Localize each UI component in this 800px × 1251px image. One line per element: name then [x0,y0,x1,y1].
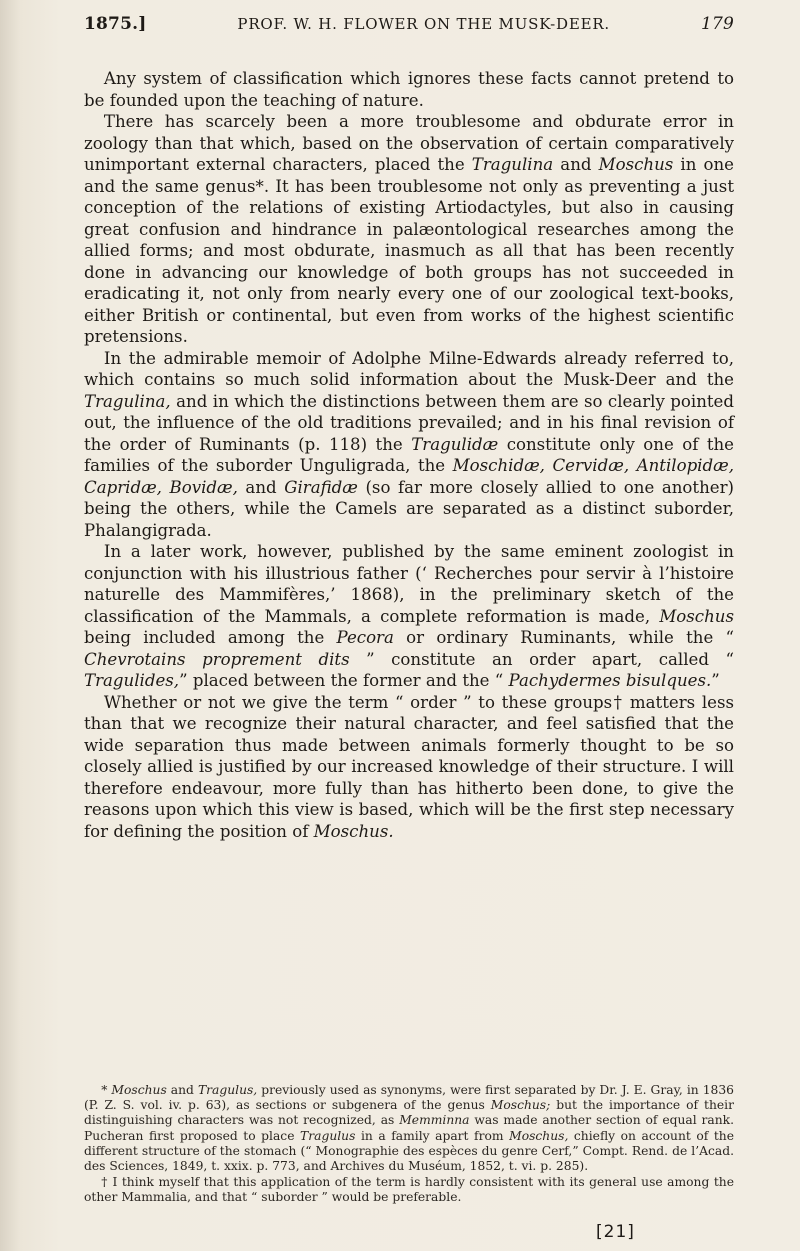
signature-mark: [21] [596,1222,635,1242]
header-year: 1875.] [84,14,147,34]
paragraph-3: In the admirable memoir of Adolphe Milne-Edwards already referred to, which contains so much solid information about the Musk-Deer and the Tragulina, and in which the distinctions between them are so clearly pointed out, the influence of the old traditions prevailed; and in his final revision of the order of Ruminants (p. 118) the Tragulidæ constitute only one of the families of the suborder Unguligrada, the Moschidæ, Cervidæ, Antilopidæ, Capridæ, Bovidæ, and Girafidæ (so far more closely allied to one another) being the others, while the Camels are separated as a distinct suborder, Phalangigrada. [84,348,734,540]
body-text [84,68,734,842]
running-header [84,14,734,34]
footnotes [84,1083,734,1207]
footnote-1: * Moschus and Tragulus, previously used as synonyms, were first separated by Dr. J. E. Gray, in 1836 (P. Z. S. vol. iv. p. 63), as sections or subgenera of the genus Moschus; but the importance of their distinguishing characters was not recognized, as Memminna was made another section of equal rank. Pucheran first proposed to place Tragulus in a family apart from Moschus, chiefly on account of the different structure of the stomach (“ Monographie des espèces du genre Cerf,” Compt. Rend. de l’Acad. des Sciences, 1849, t. xxix. p. 773, and Archives du Muséum, 1852, t. vi. p. 285). [84,1083,735,1174]
header-running-title: PROF. W. H. FLOWER ON THE MUSK-DEER. [237,15,610,33]
paragraph-1: Any system of classification which ignores these facts cannot pretend to be founded upon the teaching of nature. [84,69,734,110]
paragraph-2: There has scarcely been a more troublesome and obdurate error in zoology than that which, based on the observation of certain comparatively unimportant external characters, placed the Tragulina and Moschus in one and the same genus*. It has been troublesome not only as preventing a just conception of the relations of existing Artiodactyles, but also in causing great confusion and hindrance in palæontological researches among the allied forms; and most obdurate, inasmuch as all that has been recently done in advancing our knowledge of both groups has not succeeded in eradicating it, not only from nearly every one of our zoological text-books, either British or continental, but even from works of the highest scientific pretensions. [84,112,734,346]
header-page-number: 179 [700,14,734,34]
footnote-2: † I think myself that this application of the term is hardly consistent with its general use among the other Mammalia, and that “ suborder ” would be preferable. [84,1175,734,1205]
paragraph-4: In a later work, however, published by the same eminent zoologist in conjunction with his illustrious father (‘ Recherches pour servir à l’histoire naturelle des Mammifères,’ 1868), in the preliminary sketch of the classification of the Mammals, a complete reformation is made, Moschus being included among the Pecora or ordinary Ruminants, while the “ Chevrotains proprement dits ” constitute an order apart, called “ Tragulides,” placed between the former and the “ Pachydermes bisulques.” [84,542,735,690]
paragraph-5: Whether or not we give the term “ order ” to these groups† matters less than that we recognize their natural character, and feel satisfied that the wide separation thus made between animals formerly thought to be so closely allied is justified by our increased knowledge of their structure. I will therefore endeavour, more fully than has hitherto been done, to give the reasons upon which this view is based, which will be the first step necessary for defining the position of Moschus. [84,692,734,841]
